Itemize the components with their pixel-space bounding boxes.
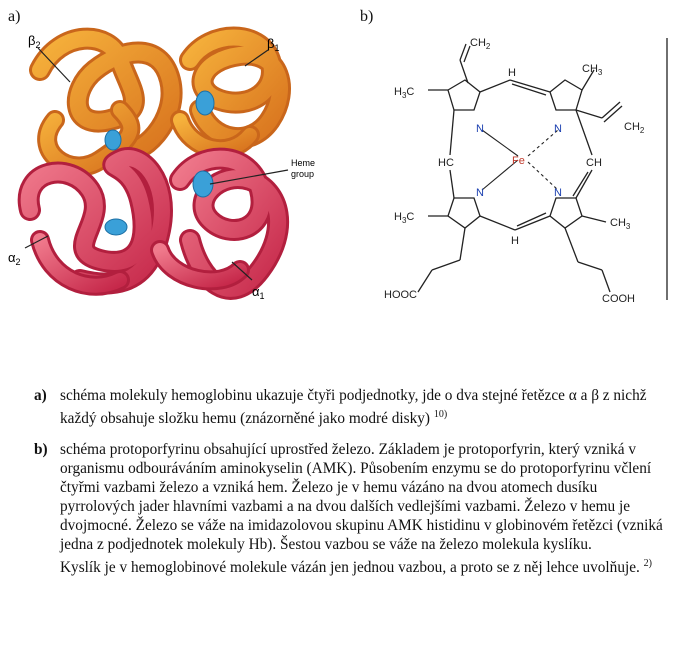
heme-disc-3	[105, 219, 127, 235]
hooc-label: HOOC	[384, 289, 417, 301]
caption-b	[34, 440, 674, 577]
ch3-lower-label: $CH_3$	[610, 217, 631, 231]
n-lower-right: N	[554, 187, 562, 199]
n-lower-left: N	[476, 187, 484, 199]
ch2-right-label: $CH_2$	[624, 121, 645, 135]
heme-disc-4	[105, 130, 121, 150]
heme-group-label-line2: group	[291, 169, 315, 179]
h-top-label: H	[508, 67, 516, 79]
beta-subunit-ribbons	[40, 38, 280, 167]
alpha2-label: $\alpha_2$	[8, 250, 21, 267]
ch3-top-label: $CH_3$	[582, 63, 603, 77]
heme-disc-2	[196, 91, 214, 115]
cooh-label: COOH	[602, 293, 635, 305]
caption-a-reference: 10)	[433, 409, 448, 420]
hc-left-label: HC	[438, 157, 454, 169]
heme-group-label-line1: Heme	[291, 158, 316, 168]
caption-a	[34, 386, 674, 428]
n-upper-right: N	[554, 123, 562, 135]
caption-b-key: b)	[34, 441, 48, 459]
h-bottom-label: H	[511, 235, 519, 247]
heme-structure-diagram	[370, 30, 690, 310]
panel-b-label: b)	[360, 8, 374, 25]
beta2-label: $\beta_2$	[28, 33, 41, 50]
beta1-label: $\beta_1$	[267, 36, 280, 53]
figure-captions	[34, 386, 674, 589]
hemoglobin-illustration	[0, 0, 360, 310]
caption-a-key: a)	[34, 387, 47, 404]
h3c-lower-label: $H_3C$	[394, 211, 415, 225]
caption-a-text: schéma molekuly hemoglobinu ukazuje čtyři podjednotky, jde o dva stejné řetězce α a β z nichž každý obsahuje složku hemu (znázorněné jako modré disky)	[60, 387, 647, 428]
ch2-top-label: $CH_2$	[470, 37, 491, 51]
fe-atom: Fe	[512, 155, 525, 167]
n-upper-left: N	[476, 123, 484, 135]
caption-b-text: schéma protoporfyrinu obsahující uprostřed železo. Základem je protoporfyrin, který vzniká v organismu odbouráváním aminokyselin (AMK). Působením enzymu se do protoporfyrinu včlení čtyřmi vazbami železo a vzniká hem. Železo je v hemu vázáno na dvou atomech dusíku pyrrolových jader hlavními vazbami a na dvou dalších vedlejšími vazbami. Železo v hemu je dvojmocné. Železo se váže na imidazolovou skupinu AMK histidinu v globinovém řetězci (vzniká jedna z podjednotek molekuly Hb). Šestou vazbou se váže na železo molekula kyslíku.	[60, 441, 663, 554]
alpha1-label: $\alpha_1$	[252, 284, 265, 301]
ch-right-label: CH	[586, 157, 602, 169]
panel-a-label: a)	[8, 8, 21, 25]
caption-b-reference: 2)	[643, 558, 653, 570]
caption-b-text-2: Kyslík je v hemoglobinové molekule vázán jen jednou vazbou, a proto se z něj lehce uvolňuje.	[60, 559, 640, 577]
h3c-left-label: $H_3C$	[394, 86, 415, 100]
